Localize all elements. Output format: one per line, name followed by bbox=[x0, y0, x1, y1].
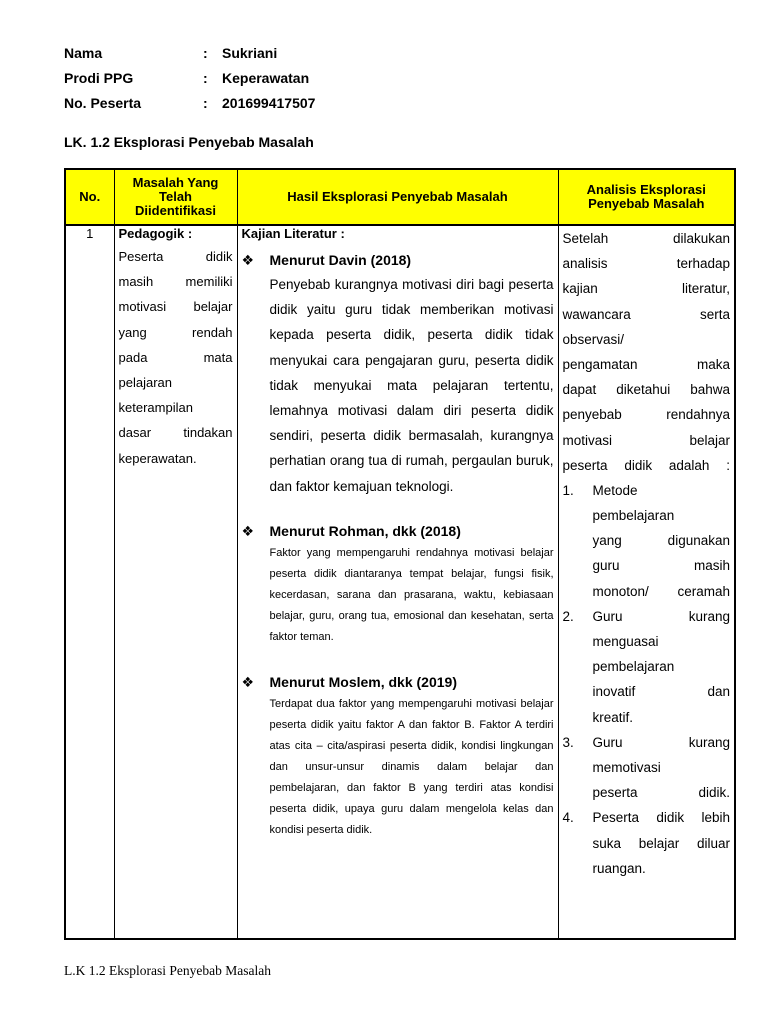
reference-title: Menurut Moslem, dkk (2019) bbox=[269, 673, 457, 690]
header-hasil: Hasil Eksplorasi Penyebab Masalah bbox=[237, 169, 558, 225]
list-number: 2. bbox=[562, 608, 574, 624]
text-line: penyebab rendahnya bbox=[562, 407, 730, 423]
reference-text: Penyebab kurangnya motivasi diri bagi peserta didik yaitu guru tidak memberikan motivasi kepada peserta didik, peserta didik tidak menyukai cara pengajaran guru, peserta didik tidak menyukai mata pelajaran tertentu, lemahnya motivasi dalam diri peserta didik sendiri, peserta didik bermasalah, kurangnya perhatian orang tua di rumah, pergaulan buruk, dan faktor kemajuan teknologi. bbox=[269, 277, 554, 494]
worksheet-title: LK. 1.2 Eksplorasi Penyebab Masalah bbox=[64, 134, 314, 150]
cell-masalah bbox=[114, 225, 237, 939]
text-line: menguasai bbox=[592, 634, 659, 649]
text-line: peserta didik adalah : bbox=[562, 457, 730, 473]
list-number: 1. bbox=[562, 482, 574, 498]
table-header-row bbox=[65, 169, 735, 225]
diamond-bullet-icon: ❖ bbox=[241, 252, 255, 268]
identity-value: Sukriani bbox=[222, 44, 278, 61]
text-line: pembelajaran bbox=[592, 508, 675, 524]
identity-row-nama bbox=[64, 40, 464, 65]
list-number: 4. bbox=[562, 810, 574, 826]
text-line: yang digunakan bbox=[592, 533, 730, 549]
text-line: suka belajar diluar bbox=[592, 835, 730, 851]
text-line: memotivasi bbox=[592, 759, 661, 775]
text-line: Peserta didik bbox=[118, 249, 233, 264]
text-line: pada mata bbox=[118, 349, 233, 365]
row-number: 1 bbox=[86, 226, 94, 241]
reference-moslem bbox=[242, 670, 554, 841]
identity-colon: : bbox=[203, 44, 208, 61]
reference-davin bbox=[242, 248, 554, 499]
list-text bbox=[593, 478, 731, 604]
list-item bbox=[563, 604, 731, 730]
text-line: dasar tindakan bbox=[118, 425, 233, 441]
text-line: masih memiliki bbox=[118, 274, 233, 290]
cell-hasil bbox=[237, 225, 558, 939]
reference-heading bbox=[242, 670, 554, 694]
diamond-bullet-icon: ❖ bbox=[241, 673, 255, 690]
text-line: inovatif dan bbox=[592, 684, 730, 700]
text-line: kreatif. bbox=[592, 709, 634, 725]
identity-colon: : bbox=[203, 94, 208, 111]
exploration-table bbox=[64, 168, 736, 940]
text-line: Peserta didik lebih bbox=[592, 810, 730, 826]
text-line: keperawatan. bbox=[118, 450, 197, 466]
text-line: pengamatan maka bbox=[562, 356, 730, 372]
text-line: Setelah dilakukan bbox=[562, 231, 730, 246]
list-text bbox=[593, 730, 731, 806]
text-line: motivasi belajar bbox=[562, 432, 730, 448]
text-line: observasi/ bbox=[562, 331, 625, 347]
identity-row-peserta bbox=[64, 90, 464, 115]
cell-analisis bbox=[558, 225, 735, 939]
list-text bbox=[593, 604, 731, 730]
identity-row-prodi bbox=[64, 65, 464, 90]
list-item bbox=[563, 805, 731, 881]
reference-heading bbox=[242, 519, 554, 543]
masalah-title: Pedagogik : bbox=[118, 226, 193, 241]
text-line: monoton/ ceramah bbox=[592, 583, 730, 599]
cell-no bbox=[65, 225, 114, 939]
list-item bbox=[563, 730, 731, 806]
text-line: analisis terhadap bbox=[562, 256, 730, 272]
reference-rohman bbox=[242, 519, 554, 648]
text-line: dapat diketahui bahwa bbox=[562, 382, 730, 398]
header-no: No. bbox=[65, 169, 114, 225]
identity-block bbox=[64, 40, 464, 115]
page-footer: L.K 1.2 Eksplorasi Penyebab Masalah bbox=[64, 963, 271, 978]
text-line: yang rendah bbox=[118, 324, 233, 340]
table-row bbox=[65, 225, 735, 939]
reference-text: Faktor yang mempengaruhi rendahnya motivasi belajar peserta didik diantaranya tempat belajar, fungsi fisik, kecerdasan, sarana dan prasarana, waktu, kebiasaan belajar, guru, orang tua, emosional dan kesehatan, serta faktor teman. bbox=[269, 546, 554, 643]
diamond-bullet-icon: ❖ bbox=[241, 522, 255, 539]
text-line: pembelajaran bbox=[592, 659, 675, 675]
text-line: peserta didik. bbox=[592, 785, 730, 801]
text-line: motivasi belajar bbox=[118, 299, 233, 315]
text-line: wawancara serta bbox=[562, 306, 730, 322]
identity-label: No. Peserta bbox=[64, 94, 142, 111]
exploration-table-wrap bbox=[64, 168, 734, 940]
header-masalah: Masalah Yang Telah Diidentifikasi bbox=[114, 169, 237, 225]
text-line: Guru kurang bbox=[592, 734, 730, 750]
identity-value: Keperawatan bbox=[222, 69, 310, 86]
text-line: kajian literatur, bbox=[562, 281, 730, 297]
text-line: guru masih bbox=[592, 558, 730, 574]
text-line: Guru kurang bbox=[592, 608, 730, 624]
identity-label: Nama bbox=[64, 44, 103, 61]
identity-label: Prodi PPG bbox=[64, 69, 134, 86]
text-line: ruangan. bbox=[592, 860, 646, 876]
masalah-lines bbox=[119, 244, 233, 471]
list-text bbox=[593, 805, 731, 881]
analisis-list bbox=[563, 478, 731, 881]
identity-colon: : bbox=[203, 69, 208, 86]
reference-title: Menurut Davin (2018) bbox=[269, 252, 412, 268]
reference-title: Menurut Rohman, dkk (2018) bbox=[269, 522, 461, 539]
reference-heading bbox=[242, 248, 554, 272]
kajian-title: Kajian Literatur : bbox=[241, 226, 345, 241]
analisis-intro bbox=[563, 226, 731, 478]
reference-text: Terdapat dua faktor yang mempengaruhi motivasi belajar peserta didik yaitu faktor A dan faktor B. Faktor A terdiri atas cita – cita/aspirasi peserta didik, kondisi lingkungan dan unsur-unsur dinamis dalam belajar dan pembelajaran, dan faktor B yang terdiri atas kondisi peserta didik, upaya guru dalam mengelola kelas dan kondisi peserta didik. bbox=[269, 697, 554, 836]
header-analisis: Analisis Eksplorasi Penyebab Masalah bbox=[558, 169, 735, 225]
list-item bbox=[563, 478, 731, 604]
text-line: pelajaran bbox=[118, 374, 172, 390]
list-number: 3. bbox=[562, 734, 574, 750]
identity-value: 201699417507 bbox=[222, 94, 316, 111]
text-line: Metode bbox=[592, 482, 638, 498]
text-line: keterampilan bbox=[118, 400, 193, 416]
